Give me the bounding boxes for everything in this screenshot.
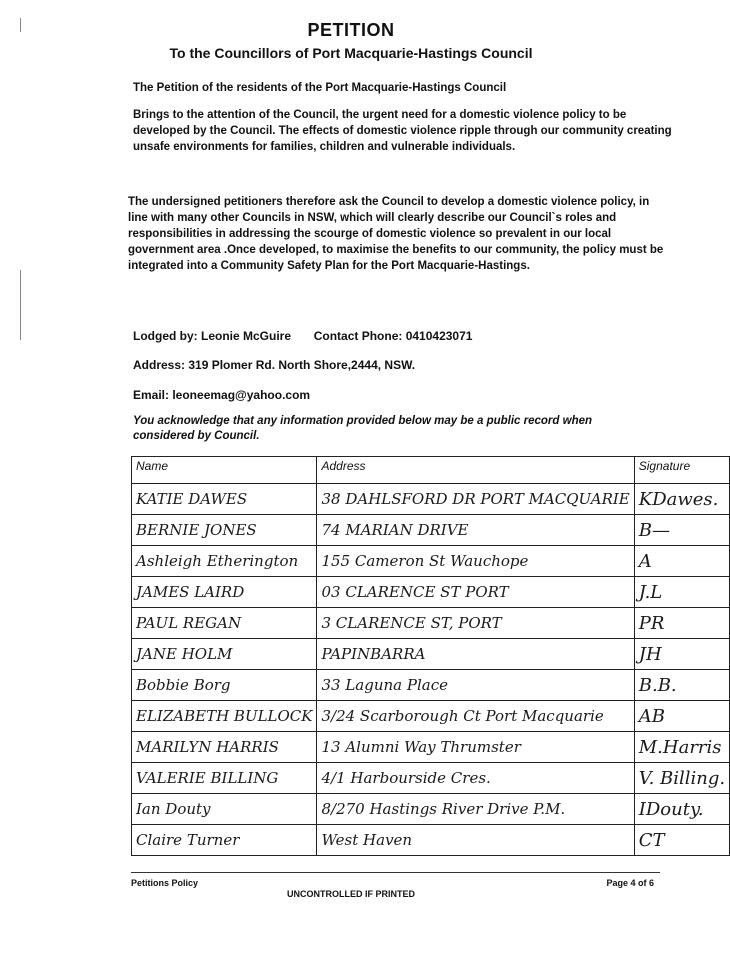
- signer-name: Bobbie Borg: [136, 675, 231, 694]
- margin-mark: [20, 270, 21, 340]
- header-signature: Signature: [634, 457, 729, 484]
- signer-name: JAMES LAIRD: [136, 582, 245, 601]
- header-address: Address: [317, 457, 634, 484]
- signer-address: West Haven: [321, 830, 413, 849]
- signer-address-cell: [317, 732, 634, 763]
- lodger-email: Email: leoneemag@yahoo.com: [133, 388, 311, 402]
- signer-signature: V. Billing.: [638, 767, 726, 789]
- signer-address: 155 Cameron St Wauchope: [321, 551, 529, 570]
- table-row: [132, 825, 730, 856]
- signer-address: 4/1 Harbourside Cres.: [321, 768, 491, 787]
- signer-address-cell: [317, 639, 634, 670]
- signer-name: Ian Douty: [136, 799, 211, 818]
- table-row: [132, 763, 730, 794]
- footer-policy: Petitions Policy: [131, 878, 199, 888]
- signer-signature: AB: [638, 705, 665, 727]
- signer-signature-cell: [634, 577, 729, 608]
- lodger-address: Address: 319 Plomer Rd. North Shore,2444, NSW.: [133, 358, 416, 372]
- signer-signature-cell: [634, 608, 729, 639]
- footer-uncontrolled: UNCONTROLLED IF PRINTED: [287, 889, 415, 899]
- signer-name: KATIE DAWES: [136, 489, 248, 508]
- signer-signature: M.Harris: [638, 736, 722, 758]
- signer-address-cell: [317, 515, 634, 546]
- signer-name-cell: [132, 515, 317, 546]
- signer-address: 33 Laguna Place: [321, 675, 448, 694]
- signer-signature: IDouty.: [638, 798, 704, 820]
- signer-address-cell: [317, 794, 634, 825]
- signer-name: VALERIE BILLING: [136, 768, 279, 787]
- signer-address-cell: [317, 577, 634, 608]
- signer-address: 8/270 Hastings River Drive P.M.: [321, 799, 566, 818]
- signer-name-cell: [132, 577, 317, 608]
- table-header-row: [132, 457, 730, 484]
- table-row: [132, 608, 730, 639]
- signer-name: Claire Turner: [136, 830, 240, 849]
- signer-name-cell: [132, 608, 317, 639]
- page-title: PETITION: [307, 20, 395, 40]
- signer-name: PAUL REGAN: [136, 613, 242, 632]
- signer-name-cell: [132, 763, 317, 794]
- table-row: [132, 794, 730, 825]
- table-row: [132, 670, 730, 701]
- signer-signature-cell: [634, 794, 729, 825]
- signer-signature: A: [638, 550, 652, 572]
- brings-text: Brings to the attention of the Council, the urgent need for a domestic violence policy to be developed by the Council. The effects of domestic violence ripple through our community creating unsafe environments for families, children and vulnerable individuals.: [133, 109, 672, 153]
- signer-signature-cell: [634, 825, 729, 856]
- table-row: [132, 577, 730, 608]
- intro-text: The Petition of the residents of the Port Macquarie-Hastings Council: [133, 82, 507, 94]
- signer-signature: PR: [638, 612, 665, 634]
- signer-signature: B—: [638, 519, 670, 541]
- signer-name: Ashleigh Etherington: [136, 551, 299, 570]
- signer-address: 3/24 Scarborough Ct Port Macquarie: [321, 706, 604, 725]
- signer-name-cell: [132, 639, 317, 670]
- signer-name-cell: [132, 670, 317, 701]
- footer-divider: [131, 872, 660, 873]
- table-row: [132, 639, 730, 670]
- signer-address-cell: [317, 701, 634, 732]
- signer-address: 74 MARIAN DRIVE: [321, 520, 469, 539]
- signer-name: BERNIE JONES: [136, 520, 257, 539]
- request-text: The undersigned petitioners therefore ask the Council to develop a domestic violence policy, in line with many other Councils in NSW, which will clearly describe our Council`s roles and responsibilities in addressing the scourge of domestic violence so prevalent in our local government area .Once developed, to maximise the benefits to our community, the policy must be integrated into a Community Safety Plan for the Port Macquarie-Hastings.: [128, 196, 664, 272]
- lodged-line: [133, 329, 472, 343]
- signer-address-cell: [317, 608, 634, 639]
- signer-address-cell: [317, 670, 634, 701]
- lodged-by: Lodged by: Leonie McGuire: [133, 329, 292, 343]
- signer-signature-cell: [634, 732, 729, 763]
- signer-name: ELIZABETH BULLOCK: [136, 706, 313, 725]
- page-subtitle: To the Councillors of Port Macquarie-Hastings Council: [169, 45, 533, 61]
- contact-phone: Contact Phone: 0410423071: [313, 329, 473, 343]
- header-name: Name: [132, 457, 317, 484]
- signer-address: 38 DAHLSFORD DR PORT MACQUARIE: [321, 489, 630, 508]
- signer-signature-cell: [634, 484, 729, 515]
- signer-name: JANE HOLM: [136, 644, 233, 663]
- table-row: [132, 515, 730, 546]
- signer-signature: J.L: [638, 581, 663, 603]
- signer-address-cell: [317, 546, 634, 577]
- signer-signature: KDawes.: [638, 488, 719, 510]
- signer-name-cell: [132, 484, 317, 515]
- signer-address: 03 CLARENCE ST PORT: [321, 582, 509, 601]
- table-row: [132, 701, 730, 732]
- signer-address-cell: [317, 763, 634, 794]
- signer-address: PAPINBARRA: [321, 644, 426, 663]
- signer-signature: CT: [638, 829, 665, 851]
- signer-signature-cell: [634, 546, 729, 577]
- signature-table: [131, 456, 730, 856]
- signer-signature-cell: [634, 670, 729, 701]
- signer-signature: B.B.: [638, 674, 677, 696]
- footer-page-number: Page 4 of 6: [606, 878, 654, 888]
- signer-signature: JH: [638, 643, 662, 665]
- table-row: [132, 732, 730, 763]
- signer-address-cell: [317, 825, 634, 856]
- acknowledgement-text: You acknowledge that any information provided below may be a public record when considered by Council.: [133, 415, 593, 442]
- signer-signature-cell: [634, 639, 729, 670]
- table-row: [132, 546, 730, 577]
- signer-signature-cell: [634, 515, 729, 546]
- table-row: [132, 484, 730, 515]
- signer-name-cell: [132, 794, 317, 825]
- signer-name-cell: [132, 825, 317, 856]
- signer-name-cell: [132, 701, 317, 732]
- signer-signature-cell: [634, 763, 729, 794]
- signer-name-cell: [132, 732, 317, 763]
- signer-address: 13 Alumni Way Thrumster: [321, 737, 521, 756]
- signer-address-cell: [317, 484, 634, 515]
- signer-name: MARILYN HARRIS: [136, 737, 279, 756]
- signer-name-cell: [132, 546, 317, 577]
- signer-address: 3 CLARENCE ST, PORT: [321, 613, 502, 632]
- signer-signature-cell: [634, 701, 729, 732]
